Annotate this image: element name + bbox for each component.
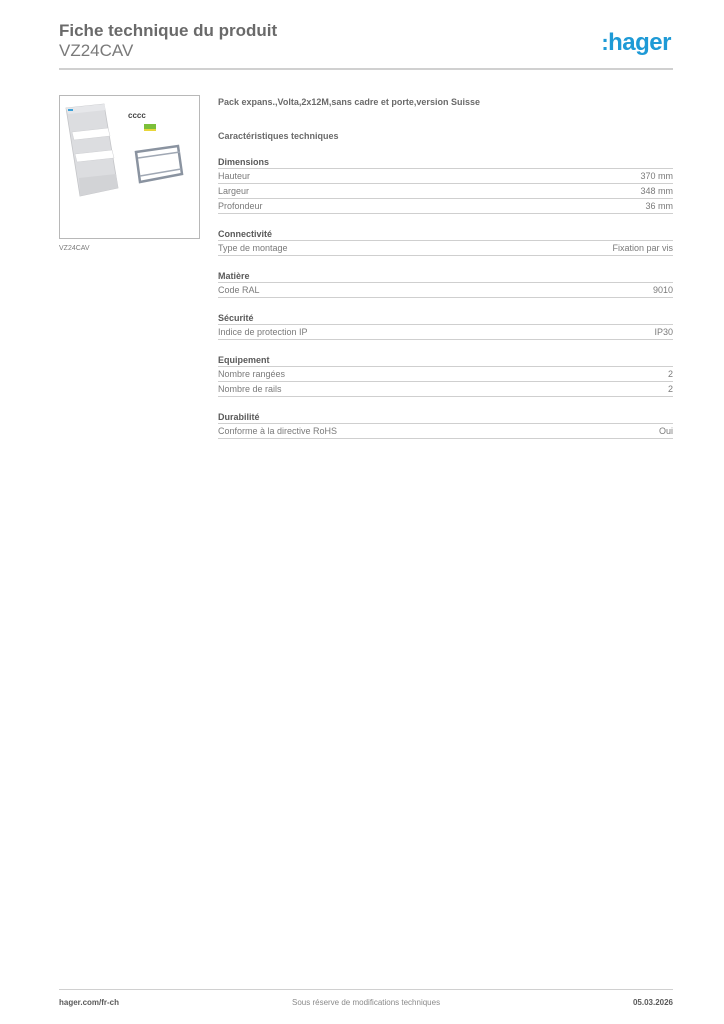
section-material	[218, 270, 673, 298]
spec-value: IP30	[654, 327, 673, 337]
spec-row	[218, 283, 673, 298]
spec-row	[218, 382, 673, 397]
page-footer	[59, 998, 673, 1010]
spec-value: 9010	[652, 285, 673, 295]
product-image	[59, 95, 200, 239]
section-title: Connectivité	[218, 228, 673, 241]
spec-value: Oui	[658, 426, 673, 436]
spec-value: 36 mm	[645, 201, 673, 211]
tech-characteristics-heading: Caractéristiques techniques	[218, 131, 339, 141]
spec-row	[218, 241, 673, 256]
spec-value: Fixation par vis	[612, 243, 673, 253]
spec-value: 2	[667, 384, 673, 394]
section-connectivity	[218, 228, 673, 256]
spec-label: Nombre de rails	[218, 384, 282, 394]
section-title: Durabilité	[218, 411, 673, 424]
section-title: Matière	[218, 270, 673, 283]
section-equipment	[218, 354, 673, 397]
footer-disclaimer: Sous réserve de modifications techniques	[292, 998, 441, 1007]
spec-row	[218, 325, 673, 340]
section-dimensions	[218, 156, 673, 214]
section-durability	[218, 411, 673, 439]
spec-row	[218, 169, 673, 184]
document-title: Fiche technique du produit	[59, 21, 278, 40]
spec-label: Code RAL	[218, 285, 260, 295]
header-divider	[59, 68, 673, 70]
spec-value: 2	[667, 369, 673, 379]
section-security	[218, 312, 673, 340]
spec-label: Hauteur	[218, 171, 251, 181]
section-title: Sécurité	[218, 312, 673, 325]
spec-label: Largeur	[218, 186, 250, 196]
spec-label: Nombre rangées	[218, 369, 286, 379]
product-details	[218, 96, 673, 439]
svg-text:cccc: cccc	[128, 111, 146, 120]
spec-label: Profondeur	[218, 201, 263, 211]
footer-divider	[59, 989, 673, 990]
hager-logo	[601, 30, 671, 56]
product-description: Pack expans.,Volta,2x12M,sans cadre et porte,version Suisse	[218, 97, 480, 107]
footer-website-link[interactable]: hager.com/fr-ch	[59, 998, 120, 1007]
spec-row	[218, 367, 673, 382]
spec-label: Conforme à la directive RoHS	[218, 426, 338, 436]
spec-value: 348 mm	[640, 186, 673, 196]
section-title: Equipement	[218, 354, 673, 367]
section-title: Dimensions	[218, 156, 673, 169]
product-photo-icon	[60, 96, 199, 238]
logo-colon-icon: :	[601, 30, 609, 55]
page-header	[59, 21, 673, 61]
spec-label: Type de montage	[218, 243, 288, 253]
image-caption: VZ24CAV	[59, 245, 90, 252]
spec-row	[218, 199, 673, 214]
footer-date: 05.03.2026	[632, 998, 673, 1007]
spec-row	[218, 184, 673, 199]
spec-label: Indice de protection IP	[218, 327, 308, 337]
spec-value: 370 mm	[640, 171, 673, 181]
spec-row	[218, 424, 673, 439]
product-code: VZ24CAV	[59, 41, 134, 60]
logo-text: hager	[608, 29, 671, 56]
